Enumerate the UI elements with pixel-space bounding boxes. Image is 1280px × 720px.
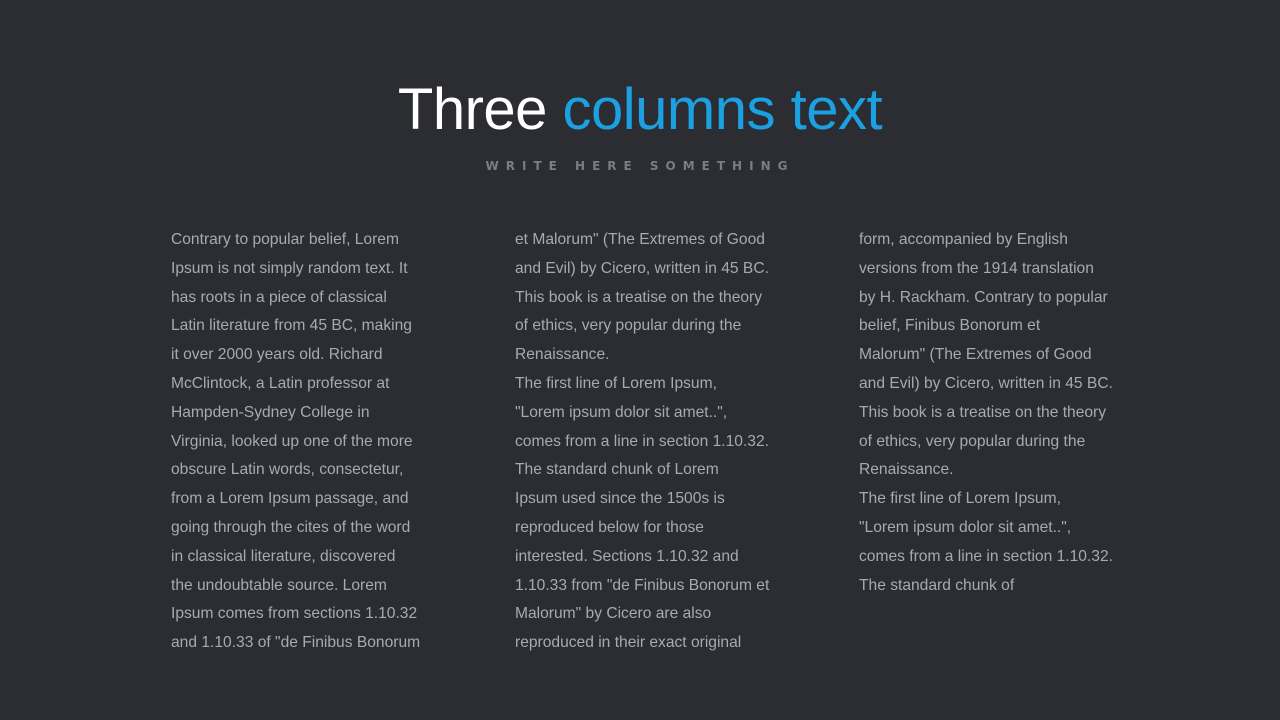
column-text-line: The first line of Lorem Ipsum, bbox=[515, 374, 717, 392]
column-text-line: and 1.10.33 of "de Finibus Bonorum bbox=[171, 634, 421, 652]
column-text-line: "Lorem ipsum dolor sit amet..", bbox=[515, 403, 728, 421]
column-text-line: The standard chunk of bbox=[859, 576, 1015, 594]
column-text-line: "Lorem ipsum dolor sit amet..", bbox=[859, 518, 1072, 536]
column-text-line: in classical literature, discovered bbox=[171, 547, 396, 565]
column-text-line: interested. Sections 1.10.32 and bbox=[515, 547, 739, 565]
slide-title bbox=[0, 74, 1280, 146]
column-text-line: Malorum" by Cicero are also bbox=[515, 605, 712, 623]
column-text-line: going through the cites of the word bbox=[171, 518, 411, 536]
column-text-line: it over 2000 years old. Richard bbox=[171, 346, 383, 364]
column-text-line: reproduced below for those bbox=[515, 518, 704, 536]
column-text-line: form, accompanied by English bbox=[859, 231, 1068, 248]
column-text-line: Virginia, looked up one of the more bbox=[171, 432, 413, 450]
column-text-line: The standard chunk of Lorem bbox=[515, 461, 719, 479]
column-text-line: McClintock, a Latin professor at bbox=[171, 374, 390, 392]
column-text-line: of ethics, very popular during the bbox=[859, 432, 1086, 450]
title-word-three: Three bbox=[397, 77, 547, 142]
column-text-line: from a Lorem Ipsum passage, and bbox=[171, 490, 409, 508]
column-text-line: by H. Rackham. Contrary to popular bbox=[859, 288, 1108, 306]
text-column-2 bbox=[515, 226, 787, 658]
column-text-line: Renaissance. bbox=[515, 346, 610, 364]
column-text-line: comes from a line in section 1.10.32. bbox=[859, 547, 1113, 565]
column-text-line: Ipsum comes from sections 1.10.32 bbox=[171, 605, 418, 623]
text-column-3 bbox=[859, 226, 1131, 600]
column-text-line: comes from a line in section 1.10.32. bbox=[515, 432, 769, 450]
column-text-line: Renaissance. bbox=[859, 461, 954, 479]
column-text-line: of ethics, very popular during the bbox=[515, 317, 742, 335]
column-text-line: Latin literature from 45 BC, making bbox=[171, 317, 412, 335]
column-text-line: and Evil) by Cicero, written in 45 BC. bbox=[859, 374, 1113, 392]
column-text-line: This book is a treatise on the theory bbox=[515, 288, 763, 306]
column-text-line: versions from the 1914 translation bbox=[859, 259, 1094, 277]
column-text-line: Ipsum used since the 1500s is bbox=[515, 490, 725, 508]
column-text-line: has roots in a piece of classical bbox=[171, 288, 387, 306]
column-text-line: and Evil) by Cicero, written in 45 BC. bbox=[515, 259, 769, 277]
column-text-line: reproduced in their exact original bbox=[515, 634, 742, 652]
column-text-line: Malorum" (The Extremes of Good bbox=[859, 346, 1092, 364]
column-text-line: et Malorum" (The Extremes of Good bbox=[515, 231, 765, 248]
column-text-line: Ipsum is not simply random text. It bbox=[171, 259, 408, 277]
title-accent-columns-text: columns text bbox=[562, 77, 883, 142]
column-text-line: 1.10.33 from "de Finibus Bonorum et bbox=[515, 576, 770, 594]
slide-subtitle: WRITE HERE SOMETHING bbox=[485, 159, 795, 173]
column-text-line: Hampden-Sydney College in bbox=[171, 403, 370, 421]
column-text-line: Contrary to popular belief, Lorem bbox=[171, 231, 399, 248]
column-text-line: obscure Latin words, consectetur, bbox=[171, 461, 404, 479]
column-text-line: belief, Finibus Bonorum et bbox=[859, 317, 1041, 335]
column-text-line: the undoubtable source. Lorem bbox=[171, 576, 387, 594]
column-text-line: The first line of Lorem Ipsum, bbox=[859, 490, 1061, 508]
text-column-1 bbox=[171, 226, 443, 658]
column-text-line: This book is a treatise on the theory bbox=[859, 403, 1107, 421]
